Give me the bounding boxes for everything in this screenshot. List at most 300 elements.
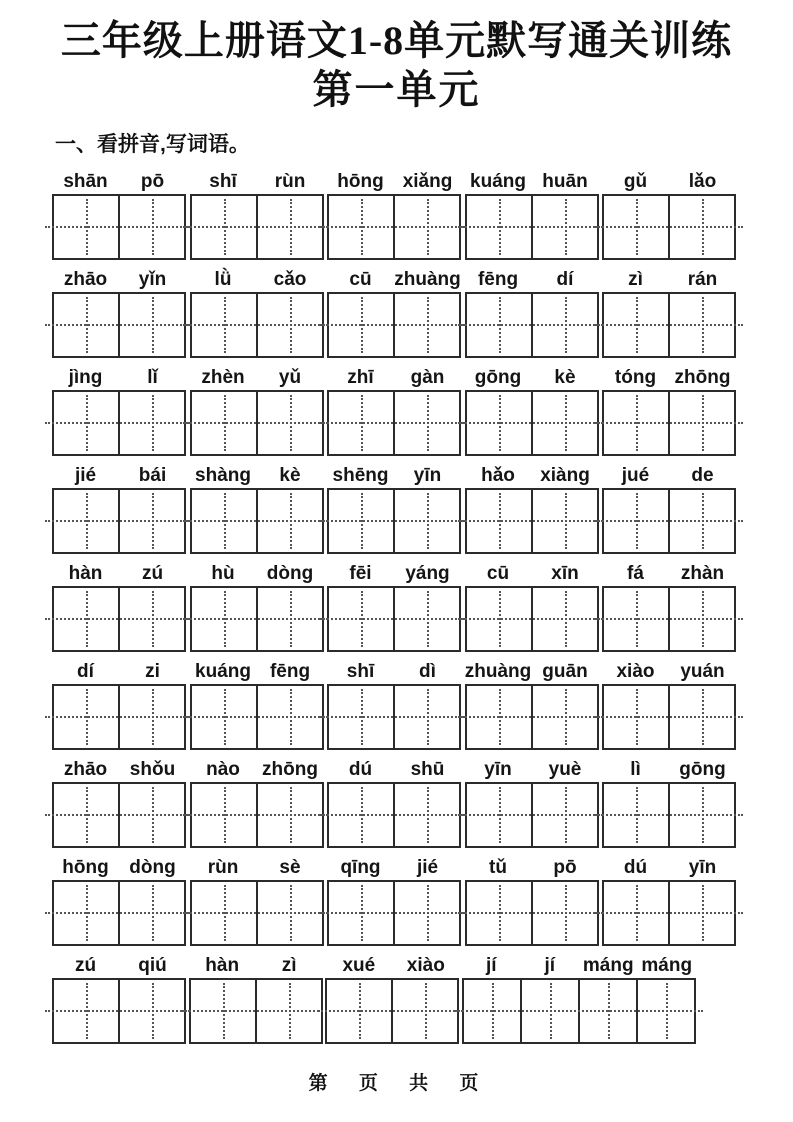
writing-box — [327, 488, 461, 554]
pinyin-label-row — [327, 170, 461, 194]
writing-box — [190, 782, 324, 848]
writing-box — [465, 880, 599, 946]
pinyin-syllable: zhèn — [201, 367, 245, 388]
pinyin-word-group — [327, 856, 461, 946]
pinyin-word-group — [327, 562, 461, 652]
pinyin-syllable: hōng — [62, 857, 109, 878]
pinyin-syllable: zhāo — [63, 269, 108, 290]
pinyin-label-row — [189, 954, 323, 978]
pinyin-syllable: yǔ — [278, 367, 302, 388]
writing-cell — [329, 588, 393, 650]
pinyin-syllable: cū — [486, 563, 510, 584]
writing-box — [465, 684, 599, 750]
pinyin-word-group — [465, 366, 599, 456]
pinyin-syllable: qiú — [138, 955, 167, 976]
pinyin-syllable: shēng — [332, 465, 389, 486]
pinyin-syllable: jié — [74, 465, 97, 486]
pinyin-syllable: zi — [145, 661, 160, 682]
writing-box — [190, 194, 324, 260]
pinyin-label-row — [190, 366, 324, 390]
writing-cell — [604, 490, 668, 552]
page-header — [0, 0, 793, 114]
pinyin-word-group — [465, 562, 599, 652]
pinyin-syllable: lǎo — [688, 171, 717, 192]
writing-box — [327, 684, 461, 750]
pinyin-word-group — [190, 464, 324, 554]
pinyin-word-group — [602, 562, 736, 652]
writing-cell — [393, 196, 459, 258]
pinyin-label-row — [602, 758, 736, 782]
writing-cell — [118, 392, 184, 454]
writing-cell — [54, 882, 118, 944]
pinyin-label-row — [327, 660, 461, 684]
writing-box — [327, 880, 461, 946]
writing-cell — [393, 784, 459, 846]
pinyin-syllable: xiào — [616, 661, 655, 682]
pinyin-label-row — [52, 954, 186, 978]
writing-cell — [467, 686, 531, 748]
pinyin-syllable: yáng — [405, 563, 450, 584]
writing-cell — [393, 686, 459, 748]
pinyin-label-row — [52, 856, 186, 880]
writing-cell — [467, 490, 531, 552]
writing-cell — [118, 686, 184, 748]
pinyin-word-group — [465, 170, 599, 260]
pinyin-label-row — [190, 758, 324, 782]
pinyin-syllable: bái — [138, 465, 167, 486]
pinyin-word-group — [327, 268, 461, 358]
writing-cell — [578, 980, 636, 1042]
writing-cell — [118, 490, 184, 552]
pinyin-syllable: jìng — [68, 367, 103, 388]
worksheet-row — [52, 758, 736, 848]
pinyin-word-group — [52, 464, 186, 554]
writing-cell — [668, 294, 734, 356]
pinyin-syllable: hǎo — [481, 465, 515, 486]
pinyin-syllable: yīn — [484, 759, 512, 780]
writing-cell — [118, 882, 184, 944]
pinyin-syllable: xué — [342, 955, 376, 976]
writing-cell — [329, 784, 393, 846]
pinyin-syllable: lì — [630, 759, 641, 780]
writing-box — [52, 292, 186, 358]
pinyin-label-row — [190, 170, 324, 194]
writing-cell — [192, 588, 256, 650]
pinyin-syllable: gōng — [474, 367, 522, 388]
pinyin-word-group — [602, 366, 736, 456]
pinyin-label-row — [465, 758, 599, 782]
pinyin-syllable: shū — [410, 759, 445, 780]
writing-box — [602, 292, 736, 358]
pinyin-syllable: xiàng — [540, 465, 590, 486]
pinyin-syllable: hōng — [337, 171, 384, 192]
writing-cell — [327, 980, 391, 1042]
writing-box — [327, 586, 461, 652]
pinyin-syllable: gǔ — [623, 171, 648, 192]
pinyin-syllable: máng — [641, 955, 693, 976]
writing-cell — [668, 196, 734, 258]
writing-cell — [467, 588, 531, 650]
writing-cell — [329, 392, 393, 454]
pinyin-syllable: xiǎng — [402, 171, 453, 192]
writing-cell — [391, 980, 457, 1042]
writing-box — [602, 880, 736, 946]
pinyin-label-row — [190, 856, 324, 880]
writing-cell — [256, 294, 322, 356]
writing-box — [462, 978, 696, 1044]
writing-cell — [636, 980, 694, 1042]
pinyin-word-group — [190, 268, 324, 358]
writing-box — [327, 782, 461, 848]
worksheet-row — [52, 268, 736, 358]
writing-cell — [256, 686, 322, 748]
writing-cell — [531, 294, 597, 356]
writing-box — [190, 684, 324, 750]
writing-cell — [191, 980, 255, 1042]
pinyin-word-group — [190, 366, 324, 456]
writing-cell — [192, 784, 256, 846]
writing-cell — [393, 588, 459, 650]
pinyin-syllable: zhuàng — [394, 269, 461, 290]
pinyin-word-group — [602, 268, 736, 358]
writing-cell — [54, 784, 118, 846]
pinyin-syllable: guān — [542, 661, 588, 682]
writing-cell — [520, 980, 578, 1042]
pinyin-syllable: de — [691, 465, 714, 486]
writing-cell — [393, 392, 459, 454]
pinyin-label-row — [190, 464, 324, 488]
writing-box — [190, 586, 324, 652]
pinyin-syllable: yǐn — [138, 269, 167, 290]
pinyin-word-group — [52, 562, 186, 652]
writing-cell — [467, 784, 531, 846]
writing-box — [52, 782, 186, 848]
pinyin-syllable: jí — [485, 955, 497, 976]
pinyin-syllable: fá — [627, 563, 644, 584]
page-title: 三年级上册语文1-8单元默写通关训练 — [60, 18, 733, 63]
pinyin-syllable: dú — [348, 759, 373, 780]
pinyin-syllable: shàng — [195, 465, 251, 486]
pinyin-syllable: pō — [140, 171, 165, 192]
writing-box — [52, 586, 186, 652]
writing-cell — [54, 392, 118, 454]
pinyin-syllable: shān — [63, 171, 108, 192]
pinyin-label-row — [602, 562, 736, 586]
writing-box — [190, 488, 324, 554]
writing-box — [190, 880, 324, 946]
writing-box — [602, 390, 736, 456]
pinyin-label-row — [327, 366, 461, 390]
writing-cell — [604, 294, 668, 356]
writing-box — [465, 488, 599, 554]
writing-box — [52, 390, 186, 456]
writing-cell — [531, 784, 597, 846]
pinyin-syllable: yīn — [413, 465, 442, 486]
writing-cell — [192, 490, 256, 552]
pinyin-label-row — [325, 954, 459, 978]
pinyin-syllable: jié — [416, 857, 439, 878]
writing-box — [602, 194, 736, 260]
pinyin-word-group — [52, 366, 186, 456]
writing-cell — [192, 392, 256, 454]
writing-cell — [329, 882, 393, 944]
pinyin-syllable: zhī — [347, 367, 374, 388]
pinyin-label-row — [190, 562, 324, 586]
pinyin-syllable: cū — [349, 269, 372, 290]
writing-cell — [467, 392, 531, 454]
pinyin-label-row — [465, 170, 599, 194]
pinyin-word-group — [462, 954, 696, 1044]
writing-cell — [531, 882, 597, 944]
pinyin-syllable: tǔ — [489, 857, 507, 878]
writing-cell — [467, 294, 531, 356]
section-heading: 一、看拼音,写词语。 — [55, 133, 250, 156]
writing-box — [465, 782, 599, 848]
worksheet-row — [52, 562, 736, 652]
writing-cell — [256, 392, 322, 454]
writing-cell — [393, 882, 459, 944]
writing-cell — [668, 882, 734, 944]
page-subtitle: 第一单元 — [312, 67, 481, 112]
pinyin-syllable: xīn — [551, 563, 579, 584]
pinyin-label-row — [465, 366, 599, 390]
pinyin-syllable: máng — [582, 955, 634, 976]
pinyin-word-group — [327, 366, 461, 456]
pinyin-word-group — [602, 758, 736, 848]
pinyin-syllable: zhàn — [680, 563, 725, 584]
pinyin-label-row — [52, 660, 186, 684]
pinyin-label-row — [602, 366, 736, 390]
pinyin-syllable: kè — [279, 465, 301, 486]
pinyin-syllable: sè — [279, 857, 301, 878]
pinyin-syllable: hù — [211, 563, 235, 584]
pinyin-syllable: lǐ — [147, 367, 158, 388]
writing-cell — [531, 196, 597, 258]
pinyin-syllable: rùn — [207, 857, 239, 878]
pinyin-syllable: zhuàng — [464, 661, 532, 682]
pinyin-syllable: pō — [553, 857, 577, 878]
writing-cell — [393, 294, 459, 356]
writing-cell — [54, 490, 118, 552]
writing-cell — [256, 588, 322, 650]
pinyin-label-row — [190, 660, 324, 684]
pinyin-syllable: dì — [419, 661, 436, 682]
writing-cell — [668, 686, 734, 748]
writing-cell — [604, 588, 668, 650]
pinyin-syllable: shǒu — [129, 759, 176, 780]
pinyin-word-group — [52, 954, 186, 1044]
pinyin-syllable: dí — [77, 661, 94, 682]
worksheet-row — [52, 660, 736, 750]
pinyin-syllable: dòng — [266, 563, 314, 584]
pinyin-syllable: shī — [346, 661, 375, 682]
pinyin-syllable: lǜ — [214, 269, 232, 290]
worksheet-row — [52, 856, 736, 946]
pinyin-word-group — [190, 660, 324, 750]
writing-cell — [329, 196, 393, 258]
pinyin-syllable: zhōng — [674, 367, 731, 388]
pinyin-label-row — [327, 268, 461, 292]
writing-cell — [604, 784, 668, 846]
pinyin-word-group — [327, 170, 461, 260]
writing-cell — [668, 588, 734, 650]
writing-box — [52, 194, 186, 260]
pinyin-word-group — [602, 856, 736, 946]
pinyin-syllable: nào — [206, 759, 240, 780]
pinyin-label-row — [465, 856, 599, 880]
pinyin-syllable: fēng — [269, 661, 311, 682]
worksheet-row — [52, 366, 736, 456]
writing-cell — [604, 392, 668, 454]
pinyin-syllable: jué — [621, 465, 650, 486]
writing-box — [327, 390, 461, 456]
writing-box — [465, 586, 599, 652]
pinyin-label-row — [327, 856, 461, 880]
pinyin-label-row — [602, 170, 736, 194]
pinyin-label-row — [52, 464, 186, 488]
pinyin-syllable: zhōng — [262, 759, 318, 780]
writing-box — [52, 880, 186, 946]
pinyin-syllable: cǎo — [273, 269, 307, 290]
writing-cell — [329, 294, 393, 356]
writing-box — [52, 978, 186, 1044]
writing-cell — [531, 490, 597, 552]
pinyin-label-row — [462, 954, 696, 978]
pinyin-syllable: yīn — [688, 857, 717, 878]
pinyin-syllable: gàn — [410, 367, 445, 388]
pinyin-word-group — [52, 856, 186, 946]
pinyin-syllable: hàn — [68, 563, 103, 584]
pinyin-word-group — [52, 170, 186, 260]
writing-cell — [256, 784, 322, 846]
writing-cell — [531, 392, 597, 454]
writing-cell — [467, 196, 531, 258]
writing-box — [327, 194, 461, 260]
pinyin-word-group — [465, 856, 599, 946]
pinyin-word-group — [465, 758, 599, 848]
pinyin-word-group — [325, 954, 459, 1044]
pinyin-label-row — [52, 170, 186, 194]
pinyin-word-group — [189, 954, 323, 1044]
pinyin-syllable: fēng — [477, 269, 519, 290]
writing-cell — [54, 294, 118, 356]
pinyin-label-row — [602, 268, 736, 292]
worksheet-row — [52, 464, 736, 554]
writing-cell — [255, 980, 321, 1042]
writing-cell — [192, 882, 256, 944]
writing-box — [602, 782, 736, 848]
page-footer: 第 页 共 页 — [308, 1073, 485, 1094]
writing-box — [602, 684, 736, 750]
writing-cell — [467, 882, 531, 944]
pinyin-syllable: xiào — [406, 955, 445, 976]
writing-cell — [118, 196, 184, 258]
pinyin-word-group — [52, 660, 186, 750]
pinyin-word-group — [190, 758, 324, 848]
writing-cell — [118, 980, 184, 1042]
pinyin-word-group — [52, 268, 186, 358]
pinyin-syllable: rán — [687, 269, 718, 290]
writing-cell — [668, 490, 734, 552]
writing-cell — [604, 196, 668, 258]
pinyin-syllable: rùn — [274, 171, 306, 192]
pinyin-label-row — [465, 562, 599, 586]
pinyin-label-row — [52, 366, 186, 390]
writing-cell — [54, 588, 118, 650]
pinyin-label-row — [465, 464, 599, 488]
writing-box — [602, 488, 736, 554]
pinyin-word-group — [465, 268, 599, 358]
pinyin-word-group — [465, 464, 599, 554]
writing-cell — [393, 490, 459, 552]
writing-cell — [54, 686, 118, 748]
pinyin-syllable: huān — [542, 171, 588, 192]
pinyin-label-row — [327, 562, 461, 586]
pinyin-word-group — [602, 660, 736, 750]
writing-cell — [531, 588, 597, 650]
pinyin-word-group — [327, 758, 461, 848]
writing-cell — [192, 196, 256, 258]
writing-cell — [531, 686, 597, 748]
pinyin-syllable: dú — [623, 857, 648, 878]
pinyin-syllable: dí — [556, 269, 574, 290]
pinyin-syllable: fēi — [349, 563, 372, 584]
pinyin-word-group — [190, 856, 324, 946]
pinyin-label-row — [602, 464, 736, 488]
pinyin-syllable: kuáng — [195, 661, 251, 682]
pinyin-syllable: yuè — [548, 759, 582, 780]
writing-box — [602, 586, 736, 652]
writing-box — [52, 488, 186, 554]
pinyin-word-group — [190, 562, 324, 652]
pinyin-syllable: kè — [554, 367, 576, 388]
writing-cell — [118, 294, 184, 356]
pinyin-syllable: zì — [281, 955, 297, 976]
pinyin-label-row — [327, 464, 461, 488]
worksheet-grid — [52, 170, 736, 1044]
worksheet-row — [52, 170, 736, 260]
pinyin-label-row — [327, 758, 461, 782]
writing-cell — [329, 686, 393, 748]
writing-box — [52, 684, 186, 750]
writing-box — [325, 978, 459, 1044]
pinyin-syllable: dòng — [129, 857, 176, 878]
writing-cell — [118, 784, 184, 846]
pinyin-syllable: zú — [141, 563, 164, 584]
pinyin-syllable: zhāo — [63, 759, 108, 780]
pinyin-syllable: yuán — [680, 661, 725, 682]
pinyin-label-row — [465, 268, 599, 292]
pinyin-word-group — [327, 660, 461, 750]
pinyin-label-row — [52, 268, 186, 292]
writing-box — [327, 292, 461, 358]
writing-box — [190, 390, 324, 456]
pinyin-word-group — [52, 758, 186, 848]
writing-cell — [118, 588, 184, 650]
pinyin-label-row — [602, 660, 736, 684]
pinyin-label-row — [465, 660, 599, 684]
writing-cell — [54, 196, 118, 258]
pinyin-word-group — [327, 464, 461, 554]
writing-box — [190, 292, 324, 358]
writing-cell — [668, 784, 734, 846]
writing-cell — [54, 980, 118, 1042]
pinyin-syllable: gōng — [679, 759, 726, 780]
writing-box — [465, 390, 599, 456]
writing-box — [465, 292, 599, 358]
writing-cell — [256, 882, 322, 944]
pinyin-syllable: qīng — [340, 857, 381, 878]
